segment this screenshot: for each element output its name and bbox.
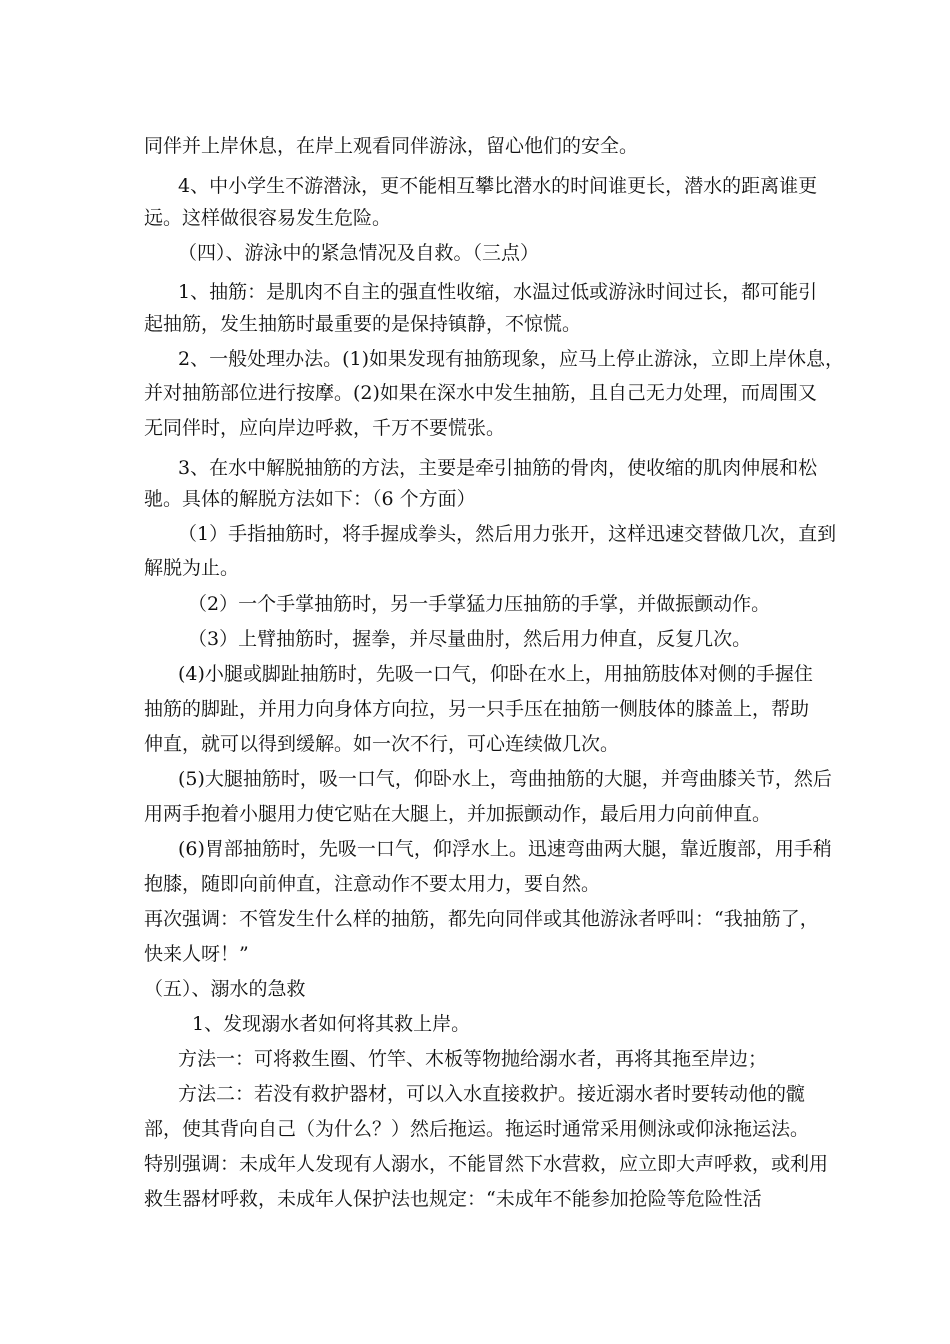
text-line: 并对抽筋部位进行按摩。(2)如果在深水中发生抽筋，且自己无力处理，而周围又 [144,382,817,404]
section-heading: （四）、游泳中的紧急情况及自救。（三点） [178,242,540,264]
text-line: （1）手指抽筋时，将手握成拳头，然后用力张开，这样迅速交替做几次，直到 [178,523,837,545]
text-line: 3、在水中解脱抽筋的方法，主要是牵引抽筋的骨肉，使收缩的肌肉伸展和松 [178,457,818,479]
text-line: 方法二：若没有救护器材，可以入水直接救护。接近溺水者时要转动他的髋 [178,1083,806,1105]
text-line: 抽筋的脚趾，并用力向身体方向拉，另一只手压在抽筋一侧肢体的膝盖上，帮助 [144,698,810,720]
text-line: 4、中小学生不游潜泳，更不能相互攀比潜水的时间谁更长，潜水的距离谁更 [178,175,818,197]
text-line: 特别强调：未成年人发现有人溺水，不能冒然下水营救，应立即大声呼救，或利用 [144,1153,829,1175]
text-line: 再次强调：不管发生什么样的抽筋，都先向同伴或其他游泳者呼叫：“我抽筋了， [144,908,819,930]
text-line: 方法一：可将救生圈、竹竿、木板等物抛给溺水者，再将其拖至岸边； [178,1048,768,1070]
text-line: 1、抽筋：是肌肉不自主的强直性收缩，水温过低或游泳时间过长，都可能引 [178,281,818,303]
text-line: 1、发现溺水者如何将其救上岸。 [192,1013,471,1035]
text-line: 起抽筋，发生抽筋时最重要的是保持镇静，不惊慌。 [144,313,582,335]
text-line: 抱膝，随即向前伸直，注意动作不要太用力，要自然。 [144,873,601,895]
text-line: (4)小腿或脚趾抽筋时，先吸一口气，仰卧在水上，用抽筋肢体对侧的手握住 [178,663,813,685]
text-line: 无同伴时，应向岸边呼救，千万不要慌张。 [144,417,506,439]
text-line: （3）上臂抽筋时，握拳，并尽量曲肘，然后用力伸直，反复几次。 [188,628,752,650]
section-heading: （五）、溺水的急救 [144,978,306,1000]
text-line: 同伴并上岸休息，在岸上观看同伴游泳，留心他们的安全。 [144,135,639,157]
text-line: 驰。具体的解脱方法如下：（6 个方面） [144,488,476,510]
text-line: 用两手抱着小腿用力使它贴在大腿上，并加振颤动作，最后用力向前伸直。 [144,803,772,825]
text-line: 部，使其背向自己（为什么？）然后拖运。拖运时通常采用侧泳或仰泳拖运法。 [144,1118,810,1140]
text-line: 救生器材呼救，未成年人保护法也规定：“未成年不能参加抢险等危险性活 [144,1188,762,1210]
text-line: (5)大腿抽筋时，吸一口气，仰卧水上，弯曲抽筋的大腿，并弯曲膝关节，然后 [178,768,832,790]
text-line: 2、一般处理办法。(1)如果发现有抽筋现象，应马上停止游泳，立即上岸休息， [178,348,845,370]
text-line: （2）一个手掌抽筋时，另一手掌猛力压抽筋的手掌，并做振颤动作。 [188,593,771,615]
text-line: 远。这样做很容易发生危险。 [144,207,392,229]
text-line: (6)胃部抽筋时，先吸一口气，仰浮水上。迅速弯曲两大腿，靠近腹部，用手稍 [178,838,832,860]
text-line: 伸直，就可以得到缓解。如一次不行，可心连续做几次。 [144,733,620,755]
text-line: 解脱为止。 [144,557,240,579]
text-line: 快来人呀！” [144,943,249,965]
